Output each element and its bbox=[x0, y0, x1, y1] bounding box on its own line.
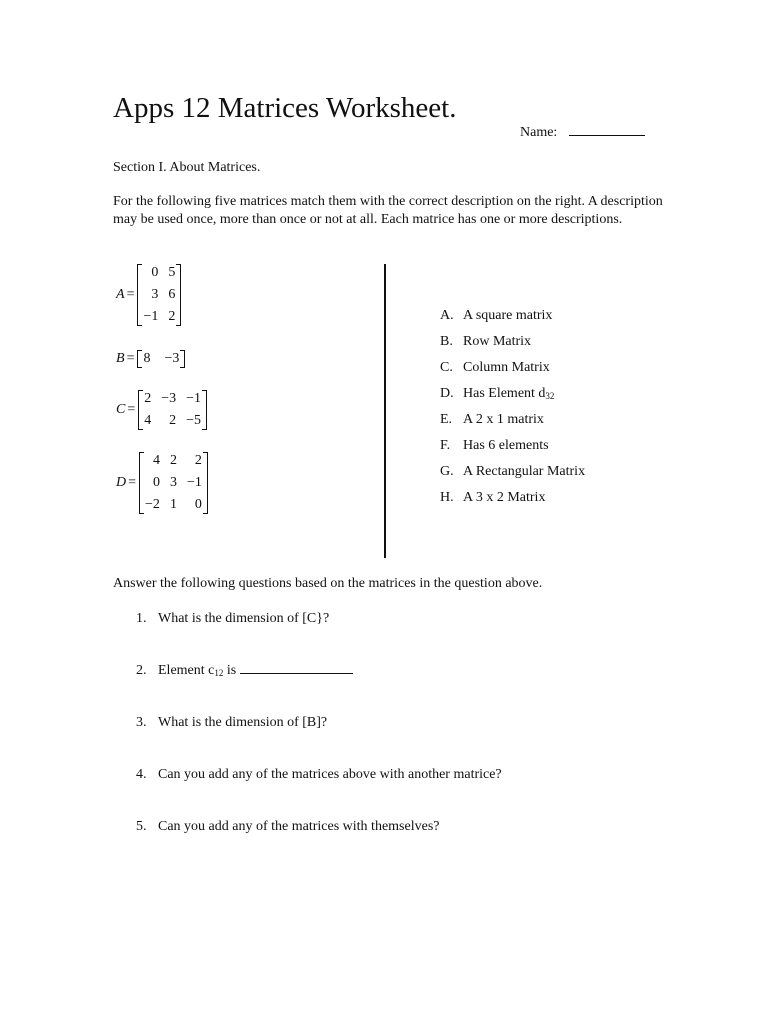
name-label: Name: bbox=[520, 125, 558, 140]
description-item bbox=[440, 436, 585, 462]
question-text: Element c bbox=[158, 663, 215, 678]
matrix-brackets bbox=[138, 390, 207, 430]
name-field bbox=[520, 125, 645, 141]
matrix-label: A bbox=[116, 287, 125, 302]
section-instructions: For the following five matrices match them with the correct description on the right. A description may be used once, more than once or not at all. Each matrice has one or more descriptions. bbox=[113, 194, 663, 227]
question-number: 5. bbox=[136, 819, 147, 834]
column-divider bbox=[384, 264, 386, 558]
matrix-element: 3 bbox=[169, 475, 177, 490]
question-text: What is the dimension of [C}? bbox=[158, 611, 330, 626]
matrix-element: −3 bbox=[161, 391, 177, 406]
answer-blank bbox=[240, 673, 353, 674]
question-item bbox=[136, 766, 502, 818]
question-item bbox=[136, 662, 502, 714]
description-text: Row Matrix bbox=[463, 334, 532, 349]
matrix-element: −1 bbox=[186, 391, 202, 406]
matrix-element: 4 bbox=[152, 453, 160, 468]
matrix-element: 1 bbox=[169, 497, 177, 512]
description-item bbox=[440, 410, 585, 436]
question-item bbox=[136, 714, 502, 766]
matrix-element: −2 bbox=[145, 497, 160, 512]
matrix-element: 0 bbox=[151, 265, 159, 280]
question-number: 1. bbox=[136, 611, 147, 626]
section-heading: Section I. About Matrices. bbox=[113, 160, 261, 175]
matrix-element: 0 bbox=[194, 497, 202, 512]
question-text-after: is bbox=[223, 663, 240, 678]
equals-sign: = bbox=[128, 475, 137, 490]
matrix-element: 4 bbox=[144, 413, 152, 428]
matrix-element: 2 bbox=[144, 391, 152, 406]
matrix-element: 2 bbox=[194, 453, 202, 468]
matrix-element: −1 bbox=[143, 309, 159, 324]
description-letter: F. bbox=[440, 438, 451, 453]
description-text: A 3 x 2 Matrix bbox=[463, 490, 546, 505]
description-item bbox=[440, 332, 585, 358]
description-text: A Rectangular Matrix bbox=[463, 464, 586, 479]
matrix-element: 3 bbox=[151, 287, 159, 302]
question-text: Can you add any of the matrices above with another matrice? bbox=[158, 767, 502, 782]
matrix-a bbox=[116, 264, 181, 326]
question-item bbox=[136, 818, 502, 870]
question-text: Can you add any of the matrices with themselves? bbox=[158, 819, 440, 834]
matrix-element: 5 bbox=[168, 265, 176, 280]
equals-sign: = bbox=[127, 402, 136, 417]
description-letter: G. bbox=[440, 464, 454, 479]
question-number: 4. bbox=[136, 767, 147, 782]
matrix-element: 2 bbox=[168, 309, 176, 324]
matrix-element: 0 bbox=[152, 475, 160, 490]
description-text: Column Matrix bbox=[463, 360, 550, 375]
description-letter: H. bbox=[440, 490, 454, 505]
description-letter: D. bbox=[440, 386, 454, 401]
question-number: 3. bbox=[136, 715, 147, 730]
matrix-brackets bbox=[139, 452, 208, 514]
worksheet-title: Apps 12 Matrices Worksheet. bbox=[113, 92, 457, 124]
matrix-label: C bbox=[116, 402, 126, 417]
description-letter: C. bbox=[440, 360, 453, 375]
question-item bbox=[136, 610, 502, 662]
matrix-label: B bbox=[116, 351, 125, 366]
description-item bbox=[440, 384, 585, 410]
matrix-element: 2 bbox=[169, 413, 177, 428]
matrix-element: 6 bbox=[168, 287, 176, 302]
description-text: Has 6 elements bbox=[463, 438, 549, 453]
equals-sign: = bbox=[126, 287, 135, 302]
description-item bbox=[440, 306, 585, 332]
description-letter: E. bbox=[440, 412, 453, 427]
matrix-element: −1 bbox=[186, 475, 202, 490]
description-item bbox=[440, 488, 585, 514]
matrix-element: 8 bbox=[143, 351, 151, 366]
description-list bbox=[440, 306, 585, 514]
description-text: A square matrix bbox=[463, 308, 553, 323]
matrix-element: 2 bbox=[169, 453, 177, 468]
matrix-d bbox=[116, 452, 208, 514]
matrix-c bbox=[116, 390, 207, 430]
question-number: 2. bbox=[136, 663, 147, 678]
name-blank bbox=[569, 135, 645, 136]
matrix-b bbox=[116, 350, 185, 368]
question-subscript: 12 bbox=[214, 668, 224, 678]
question-list bbox=[136, 610, 502, 870]
matrix-brackets bbox=[137, 264, 181, 326]
equals-sign: = bbox=[126, 351, 135, 366]
description-letter: A. bbox=[440, 308, 454, 323]
matrix-element: −3 bbox=[164, 351, 180, 366]
matrix-brackets bbox=[137, 350, 185, 368]
description-item bbox=[440, 358, 585, 384]
question-text: What is the dimension of [B]? bbox=[158, 715, 328, 730]
description-item bbox=[440, 462, 585, 488]
matrix-element: −5 bbox=[186, 413, 202, 428]
description-text: A 2 x 1 matrix bbox=[463, 412, 544, 427]
description-text: Has Element d bbox=[463, 386, 546, 401]
description-subscript: 32 bbox=[545, 391, 555, 401]
questions-intro: Answer the following questions based on the matrices in the question above. bbox=[113, 576, 543, 591]
matrix-label: D bbox=[116, 475, 127, 490]
description-letter: B. bbox=[440, 334, 453, 349]
